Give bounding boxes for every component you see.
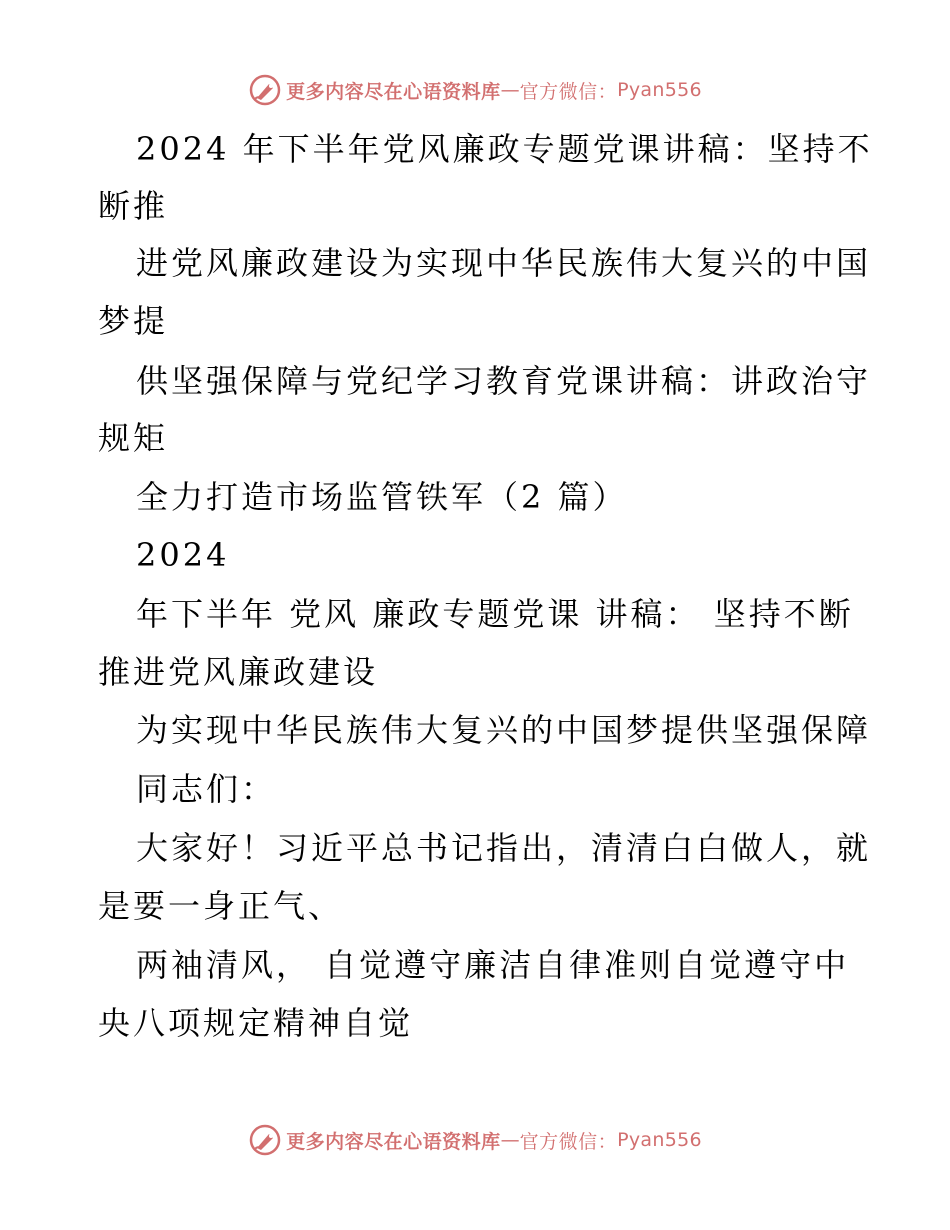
- text-line: 规矩: [98, 419, 169, 457]
- watermark-site-text: 更多内容尽在心语资料库: [286, 80, 501, 103]
- text-line: 梦提: [98, 302, 169, 340]
- watermark-handle: Pyan556: [617, 79, 702, 101]
- text-line: 央八项规定精神自觉: [98, 1004, 414, 1042]
- watermark-dash: —: [500, 79, 520, 101]
- watermark-handle: Pyan556: [617, 1129, 702, 1151]
- text-line: 供坚强保障与党纪学习教育党课讲稿：讲政治守: [136, 362, 872, 400]
- pen-nib-logo-icon: [248, 73, 282, 107]
- watermark-dash: —: [500, 1129, 520, 1151]
- watermark-site-text: 更多内容尽在心语资料库: [286, 1130, 501, 1153]
- text-line: 年下半年 党风 廉政专题党课 讲稿： 坚持不断: [136, 595, 854, 633]
- text-line: 大家好！习近平总书记指出，清清白白做人，就: [136, 829, 872, 867]
- footer-watermark: [0, 1122, 950, 1158]
- text-line: 推进党风廉政建设: [98, 653, 379, 691]
- text-line: 是要一身正气、: [98, 887, 344, 925]
- text-line: 全力打造市场监管铁军（2 篇）: [136, 478, 628, 516]
- watermark-wechat-label: 官方微信：: [519, 80, 618, 103]
- header-watermark: [0, 72, 950, 108]
- text-line: 2024 年下半年党风廉政专题党课讲稿：坚持不: [136, 130, 873, 168]
- text-line: 进党风廉政建设为实现中华民族伟大复兴的中国: [136, 244, 872, 282]
- text-line: 为实现中华民族伟大复兴的中国梦提供坚强保障: [136, 711, 872, 749]
- text-line: 两袖清风， 自觉遵守廉洁自律准则自觉遵守中: [136, 946, 850, 984]
- pen-nib-logo-icon: [248, 1123, 282, 1157]
- watermark-wechat-label: 官方微信：: [519, 1130, 618, 1153]
- text-line: 同志们：: [136, 770, 277, 808]
- text-line: 2024: [136, 536, 230, 574]
- text-line: 断推: [98, 187, 169, 225]
